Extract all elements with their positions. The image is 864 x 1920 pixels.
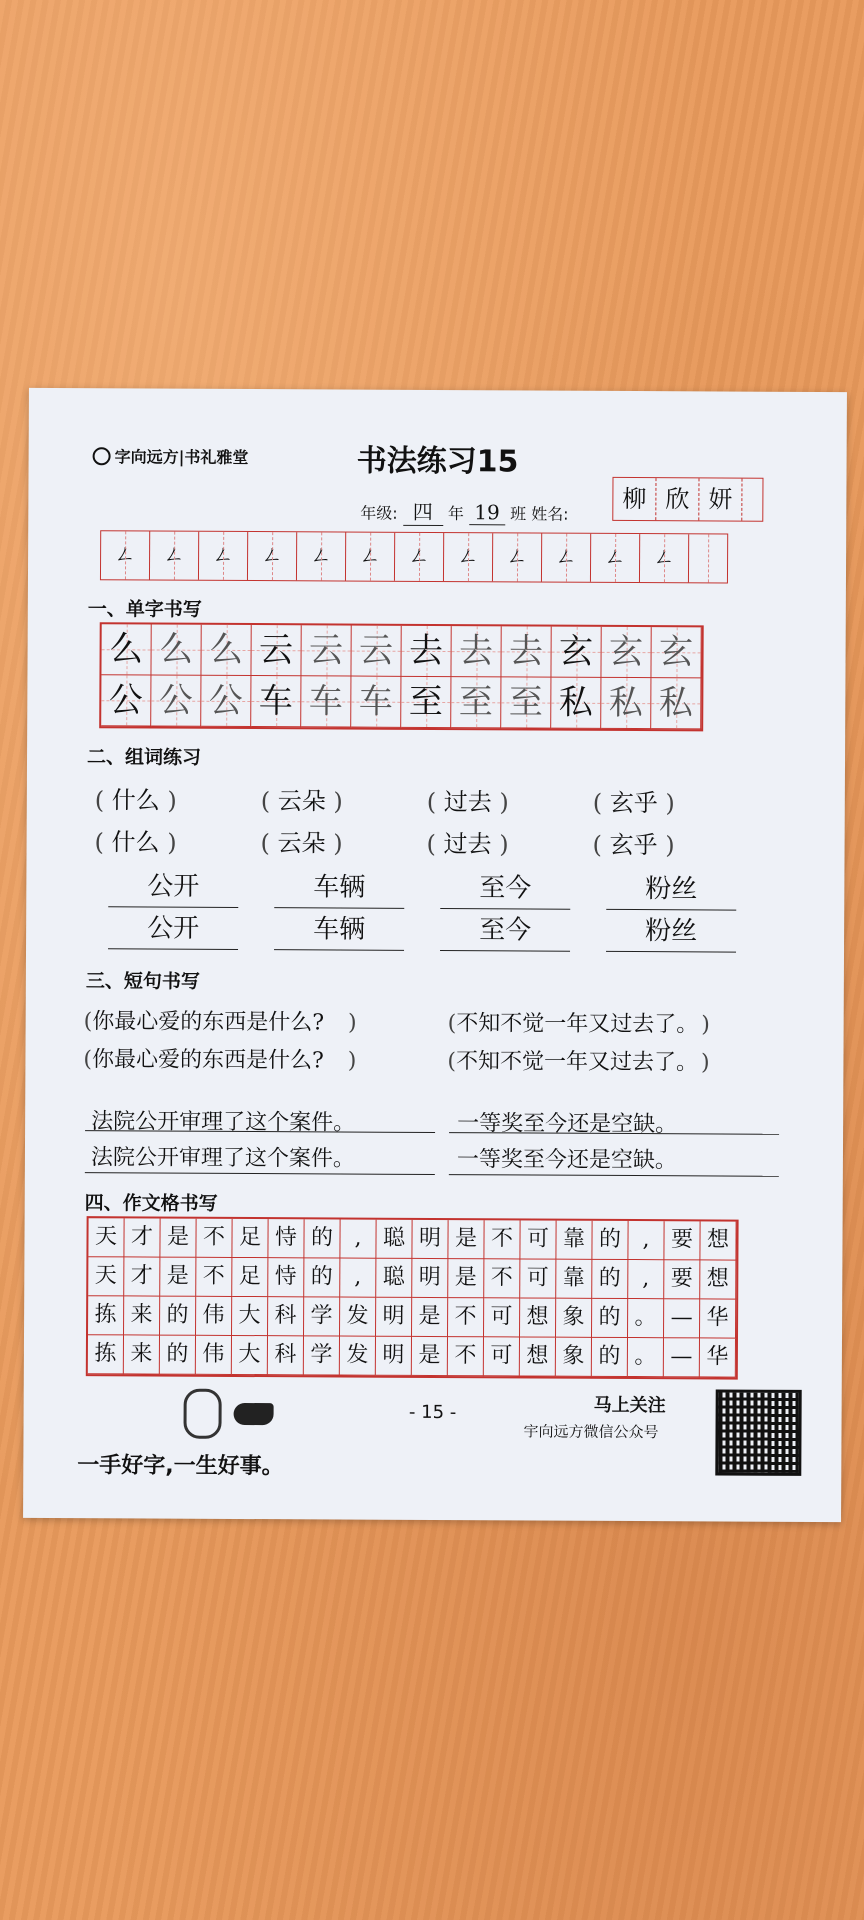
composition-cell: 是 [160,1258,196,1297]
word-written: ( 玄乎 ) [592,830,675,860]
composition-cell: 不 [196,1258,232,1297]
sentence-printed: 一等奖至今还是空缺。 [457,1111,678,1138]
char-cell: 云 [301,625,351,676]
composition-cell: 可 [520,1259,556,1298]
word-written: ( 什么 ) [94,828,177,857]
composition-cell: 。 [628,1338,664,1377]
page-number: - 15 - [408,1401,457,1424]
composition-cell: 拣 [88,1296,124,1335]
word-line-printed: 粉丝 [606,869,736,911]
page-title: 书法练习15 [356,443,519,480]
composition-cell: — [664,1299,700,1338]
char-cell: 么 [101,624,151,675]
composition-cell: 科 [268,1336,304,1375]
composition-cell: 靠 [556,1221,592,1260]
composition-cell: 明 [412,1259,448,1298]
word-printed: ( 云朵 ) [260,787,343,816]
composition-cell: 靠 [556,1260,592,1299]
composition-cell: , [628,1260,664,1299]
composition-cell: 想 [700,1260,736,1299]
section-1-title: 一、单字书写 [87,598,202,621]
composition-cell: 天 [88,1257,124,1296]
grade-field[interactable]: 四 [403,496,443,526]
composition-cell: 的 [304,1219,340,1258]
char-cell: 玄 [551,627,601,678]
student-info: 年级: 四 年 19 班 姓名: [360,496,568,527]
composition-cell: 科 [268,1297,304,1336]
word-line-printed: 车辆 [274,867,404,909]
name-grid[interactable] [612,477,763,522]
composition-cell: 的 [592,1260,628,1299]
composition-cell: 的 [160,1297,196,1336]
composition-cell: 不 [448,1337,484,1376]
composition-cell: 不 [196,1219,232,1258]
composition-cell: 是 [412,1337,448,1376]
word-printed: ( 过去 ) [426,787,509,817]
composition-cell: 来 [124,1335,160,1374]
composition-grid [86,1216,739,1379]
word-written: ( 云朵 ) [260,829,343,858]
composition-cell: 是 [412,1298,448,1337]
composition-cell: 象 [556,1338,592,1377]
composition-cell: 的 [592,1299,628,1338]
composition-cell: 明 [376,1337,412,1376]
sentence-written: 法院公开审理了这个案件。 [90,1145,356,1172]
composition-cell: 发 [340,1337,376,1376]
composition-cell: , [340,1259,376,1298]
name-char: 欣 [656,478,699,520]
word-line-written: 车辆 [274,909,404,951]
char-cell: 车 [301,676,351,727]
composition-cell: 恃 [268,1258,304,1297]
sentence-written: 一等奖至今还是空缺。 [456,1147,678,1174]
composition-cell: 象 [556,1299,592,1338]
char-cell: 公 [201,676,251,727]
composition-cell: 的 [592,1338,628,1377]
composition-cell: 学 [304,1297,340,1336]
composition-cell: 华 [700,1338,736,1377]
composition-cell: , [628,1221,664,1260]
char-cell: 公 [151,676,201,727]
composition-cell: 学 [304,1336,340,1375]
char-cell: 去 [501,626,551,677]
char-cell: 去 [401,626,451,677]
composition-cell: 足 [232,1219,268,1258]
composition-cell: 可 [484,1298,520,1337]
char-cell: 云 [251,625,301,676]
stroke-practice-row: ㄥ ㄥ ㄥ ㄥ ㄥ ㄥ ㄥ ㄥ ㄥ ㄥ ㄥ ㄥ [100,530,728,583]
sentence-printed: (你最心爱的东西是什么? ) [83,1009,357,1036]
composition-cell: 才 [124,1218,160,1257]
sentence-written: (你最心爱的东西是什么? ) [83,1047,357,1074]
sentence-written: (不知不觉一年又过去了。 ) [447,1049,710,1076]
single-char-grid [99,622,704,731]
composition-cell: 发 [340,1298,376,1337]
composition-cell: 天 [88,1218,124,1257]
composition-cell: 是 [448,1259,484,1298]
char-cell: 车 [351,677,401,728]
composition-cell: 拣 [88,1335,124,1374]
char-cell: 公 [101,675,151,726]
composition-cell: 的 [592,1221,628,1260]
char-cell: 去 [451,626,501,677]
qr-code-icon[interactable] [715,1389,801,1475]
composition-cell: 聪 [376,1259,412,1298]
char-cell: 至 [451,677,501,728]
composition-cell: 要 [664,1260,700,1299]
composition-cell: 足 [232,1258,268,1297]
section-2-title: 二、组词练习 [86,746,202,769]
composition-cell: 大 [232,1297,268,1336]
word-line-printed: 至今 [440,868,570,910]
composition-cell: — [664,1338,700,1377]
composition-cell: 恃 [268,1219,304,1258]
char-cell: 至 [501,677,551,728]
char-cell: 么 [201,625,251,676]
char-cell: 玄 [601,627,651,678]
composition-cell: 不 [484,1220,520,1259]
name-char: 妍 [699,478,742,520]
slogan: 一手好字,一生好事。 [77,1453,284,1480]
section-3-title: 三、短句书写 [85,970,200,993]
sentence-printed: 法院公开审理了这个案件。 [91,1109,356,1136]
composition-cell: 聪 [376,1220,412,1259]
composition-cell: 华 [700,1299,736,1338]
char-cell: 私 [551,678,601,729]
char-cell: 云 [351,626,401,677]
composition-cell: 的 [304,1258,340,1297]
char-cell: 么 [151,625,201,676]
section-4-title: 四、作文格书写 [84,1192,218,1215]
char-cell: 私 [651,678,701,729]
composition-cell: 想 [520,1337,556,1376]
composition-cell: 可 [520,1220,556,1259]
word-printed: ( 什么 ) [94,786,177,815]
word-printed: ( 玄乎 ) [592,788,675,818]
worksheet-paper [23,388,847,1522]
word-written: ( 过去 ) [426,829,509,859]
composition-cell: 要 [664,1221,700,1260]
composition-cell: 想 [700,1221,736,1260]
composition-cell: 。 [628,1299,664,1338]
composition-cell: 是 [160,1219,196,1258]
composition-cell: 来 [124,1296,160,1335]
word-line-written: 至今 [440,910,570,952]
sentence-printed: (不知不觉一年又过去了。 ) [447,1011,710,1038]
char-cell: 至 [401,677,451,728]
composition-cell: 不 [448,1298,484,1337]
composition-cell: 明 [376,1298,412,1337]
follow-label: 马上关注 [593,1394,666,1417]
brand-logo: 字向远方|书礼雅堂 [93,444,249,468]
word-line-written: 公开 [108,908,238,950]
composition-cell: 可 [484,1337,520,1376]
class-field[interactable]: 19 [469,500,505,525]
composition-cell: 伟 [196,1336,232,1375]
composition-cell: 的 [160,1336,196,1375]
char-cell: 车 [251,676,301,727]
word-line-written: 粉丝 [606,911,736,953]
composition-cell: 大 [232,1336,268,1375]
char-cell: 玄 [651,627,701,678]
wechat-account: 宇向远方微信公众号 [523,1422,659,1442]
name-char [742,479,762,521]
composition-cell: 明 [412,1220,448,1259]
composition-cell: 是 [448,1220,484,1259]
composition-cell: 想 [520,1298,556,1337]
composition-cell: , [340,1220,376,1259]
word-line-printed: 公开 [108,866,238,908]
composition-cell: 才 [124,1257,160,1296]
name-char: 柳 [613,478,656,520]
char-cell: 私 [601,678,651,729]
composition-cell: 伟 [196,1297,232,1336]
composition-cell: 不 [484,1259,520,1298]
